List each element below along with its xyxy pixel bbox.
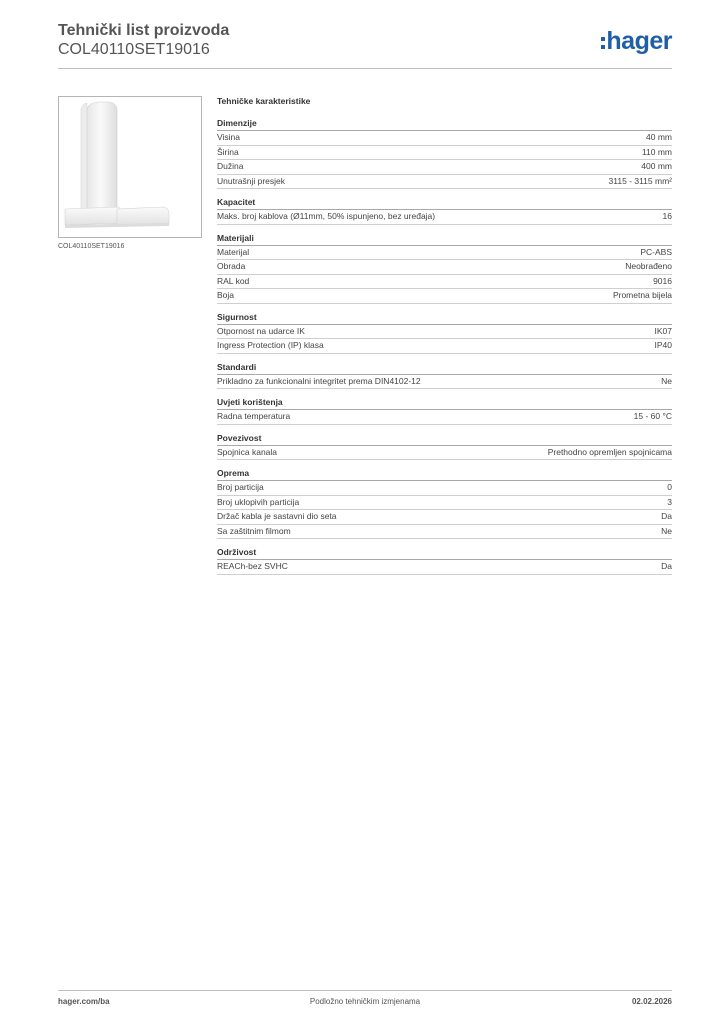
logo-text: hager	[606, 27, 672, 55]
page-header	[58, 20, 672, 70]
spec-label: Materijal	[217, 246, 250, 257]
section-title: Dimenzije	[217, 117, 672, 131]
product-code: COL40110SET19016	[58, 41, 210, 58]
logo-dots-icon	[601, 37, 605, 49]
spec-value: 3115 - 3115 mm²	[608, 175, 672, 186]
spec-row	[217, 510, 672, 525]
spec-label: Sa zaštitnim filmom	[217, 525, 291, 536]
spec-label: Boja	[217, 290, 235, 300]
spec-row	[217, 410, 672, 425]
spec-section	[217, 117, 672, 189]
spec-row	[217, 446, 672, 461]
spec-section	[217, 196, 672, 225]
section-title: Uvjeti korištenja	[217, 396, 672, 410]
spec-label: Prikladno za funkcionalni integritet prema DIN4102-12	[217, 375, 421, 386]
spec-label: Unutrašnji presjek	[217, 175, 286, 186]
spec-section	[217, 467, 672, 539]
spec-row	[217, 481, 672, 496]
spec-value: 16	[662, 211, 672, 221]
section-title: Sigurnost	[217, 311, 672, 325]
spec-value: Ne	[661, 375, 672, 386]
spec-label: Ingress Protection (IP) klasa	[217, 340, 324, 350]
spec-value: IK07	[654, 325, 672, 336]
spec-label: Visina	[217, 132, 240, 142]
footer-divider	[58, 990, 672, 991]
hager-logo	[601, 28, 672, 54]
footer-website: hager.com/ba	[58, 997, 110, 1006]
spec-sections	[217, 117, 672, 575]
spec-value: 3	[667, 496, 672, 507]
spec-label: Broj particija	[217, 482, 264, 492]
spec-section	[217, 361, 672, 390]
spec-value: Neobrađeno	[625, 261, 672, 271]
spec-label: Držač kabla je sastavni dio seta	[217, 511, 337, 521]
spec-row	[217, 160, 672, 175]
spec-value: 9016	[653, 275, 672, 286]
spec-row	[217, 246, 672, 261]
spec-row	[217, 260, 672, 275]
spec-value: 400 mm	[641, 161, 672, 171]
specs-heading: Tehničke karakteristike	[217, 96, 311, 106]
spec-value: 0	[667, 482, 672, 492]
spec-table	[217, 95, 672, 582]
spec-section	[217, 432, 672, 461]
spec-label: Otpornost na udarce IK	[217, 325, 305, 336]
spec-value: Da	[661, 511, 672, 521]
section-title: Održivost	[217, 546, 672, 560]
spec-label: Maks. broj kablova (Ø11mm, 50% ispunjeno, bez uređaja)	[217, 211, 436, 221]
footer-date: 02.02.2026	[631, 997, 672, 1006]
header-divider	[58, 68, 672, 69]
spec-value: PC-ABS	[640, 246, 672, 257]
spec-section	[217, 311, 672, 354]
spec-row	[217, 289, 672, 304]
spec-label: Spojnica kanala	[217, 446, 278, 457]
spec-value: Prethodno opremljen spojnicama	[547, 446, 672, 457]
spec-row	[217, 339, 672, 354]
spec-value: Da	[661, 561, 672, 571]
spec-value: 40 mm	[646, 132, 672, 142]
image-caption: COL40110SET19016	[58, 243, 125, 250]
spec-row	[217, 375, 672, 390]
footer-disclaimer: Podložno tehničkim izmjenama	[309, 997, 421, 1006]
section-title: Povezivost	[217, 432, 672, 446]
spec-row	[217, 560, 672, 575]
spec-row	[217, 525, 672, 540]
spec-row	[217, 146, 672, 161]
spec-row	[217, 496, 672, 511]
spec-label: Širina	[217, 146, 239, 157]
spec-row	[217, 325, 672, 340]
spec-value: 15 - 60 °C	[633, 411, 672, 421]
spec-label: Broj uklopivih particija	[217, 496, 300, 507]
section-title: Oprema	[217, 467, 672, 481]
spec-value: IP40	[654, 340, 672, 350]
section-title: Kapacitet	[217, 196, 672, 210]
spec-value: Prometna bijela	[612, 290, 672, 300]
spec-value: 110 mm	[641, 146, 672, 157]
page-footer	[58, 997, 672, 1009]
spec-value: Ne	[661, 525, 672, 536]
spec-row	[217, 131, 672, 146]
spec-label: RAL kod	[217, 275, 250, 286]
spec-row	[217, 275, 672, 290]
section-title: Materijali	[217, 232, 672, 246]
spec-row	[217, 175, 672, 190]
spec-section	[217, 232, 672, 304]
page-title: Tehnički list proizvoda	[58, 22, 230, 39]
spec-section	[217, 396, 672, 425]
spec-section	[217, 546, 672, 575]
spec-row	[217, 210, 672, 225]
section-title: Standardi	[217, 361, 672, 375]
spec-label: Dužina	[217, 161, 244, 171]
spec-label: Obrada	[217, 261, 246, 271]
cable-trunking-illustration	[59, 97, 201, 237]
spec-label: Radna temperatura	[217, 411, 291, 421]
product-image	[58, 96, 202, 238]
spec-label: REACh-bez SVHC	[217, 561, 288, 571]
